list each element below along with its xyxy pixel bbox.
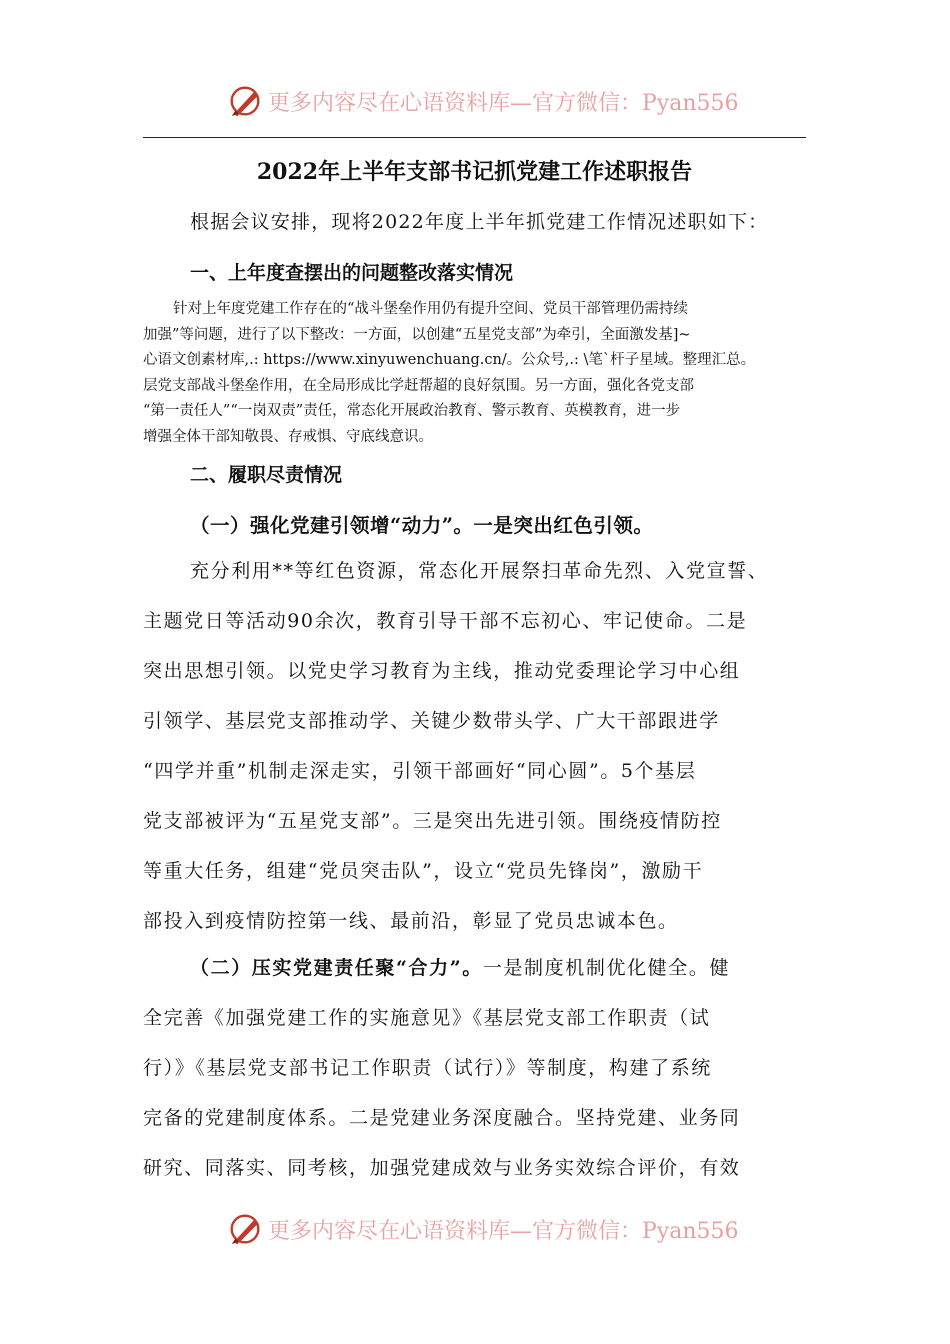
body-line: 一是制度机制优化健全。健 xyxy=(482,957,731,979)
section1-line: 层党支部战斗堡垒作用，在全局形成比学赶帮超的良好氛围。另一方面，强化各党支部 xyxy=(143,377,694,394)
section1-line: “第一责任人”“一岗双责”责任，常态化开展政治教育、警示教育、英模教育，进一步 xyxy=(143,403,681,419)
intro-paragraph: 根据会议安排，现将2022年度上半年抓党建工作情况述职如下： xyxy=(190,211,769,233)
subsection2-heading: （二）压实党建责任聚“合力”。 xyxy=(190,957,483,979)
banner-text: 更多内容尽在心语资料库—官方微信：Pyan556 xyxy=(268,91,739,116)
subsection1-heading: （一）强化党建引领增“动力”。一是突出红色引领。 xyxy=(190,514,654,537)
body-line: 引领学、基层党支部推动学、关键少数带头学、广大干部跟进学 xyxy=(143,710,720,732)
body-line: “四学并重”机制走深走实，引领干部画好“同心圆”。5个基层 xyxy=(143,760,697,782)
pen-logo-icon xyxy=(226,82,264,120)
body-line: 研究、同落实、同考核，加强党建成效与业务实效综合评价，有效 xyxy=(143,1157,741,1179)
body-line: 完备的党建制度体系。二是党建业务深度融合。坚持党建、业务同 xyxy=(143,1107,741,1129)
section1-line: 加强”等问题，进行了以下整改：一方面，以创建“五星党支部”为牵引，全面激发基]~ xyxy=(143,326,691,343)
body-line: 等重大任务，组建“党员突击队”，设立“党员先锋岗”，激励干 xyxy=(143,860,704,882)
section2-heading: 二、履职尽责情况 xyxy=(190,464,343,486)
body-line: 部投入到疫情防控第一线、最前沿，彰显了党员忠诚本色。 xyxy=(143,910,679,932)
body-line: 主题党日等活动90余次，教育引导干部不忘初心、牢记使命。二是 xyxy=(143,610,748,632)
section1-line: 增强全体干部知敬畏、存戒惧、守底线意识。 xyxy=(143,428,433,445)
pen-logo-icon xyxy=(226,1210,264,1248)
body-line: 充分利用**等红色资源，常态化开展祭扫革命先烈、入党宣誓、 xyxy=(190,560,769,582)
section1-line: 针对上年度党建工作存在的“战斗堡垒作用仍有提升空间、党员干部管理仍需持续 xyxy=(173,301,688,317)
subsection1-body xyxy=(143,546,807,946)
subsection2-body xyxy=(143,943,807,1193)
banner-wechat-id: Pyan556 xyxy=(642,91,739,116)
header-rule xyxy=(143,137,806,138)
body-line: 行）》《基层党支部书记工作职责（试行）》等制度，构建了系统 xyxy=(143,1057,712,1079)
section1-paragraph xyxy=(143,297,807,450)
document-title: 2022年上半年支部书记抓党建工作述职报告 xyxy=(256,159,693,185)
body-line: 突出思想引领。以党史学习教育为主线，推动党委理论学习中心组 xyxy=(143,660,741,682)
section1-heading: 一、上年度查摆出的问题整改落实情况 xyxy=(190,262,514,284)
banner-wechat-id: Pyan556 xyxy=(642,1219,739,1244)
section1-line-watermark: 心语文创素材库,.: https://www.xinyuwenchuang.cn/。公众号,.: \笔`杆子星域。整理汇总。 xyxy=(143,352,756,368)
body-line: 党支部被评为“五星党支部”。三是突出先进引领。围绕疫情防控 xyxy=(143,810,722,832)
header-watermark-banner xyxy=(0,80,950,124)
subsection2-first-line xyxy=(143,943,807,993)
banner-text: 更多内容尽在心语资料库—官方微信：Pyan556 xyxy=(268,1219,739,1244)
footer-watermark-banner xyxy=(0,1208,950,1252)
body-line: 全完善《加强党建工作的实施意见》《基层党支部工作职责（试 xyxy=(143,1007,711,1029)
